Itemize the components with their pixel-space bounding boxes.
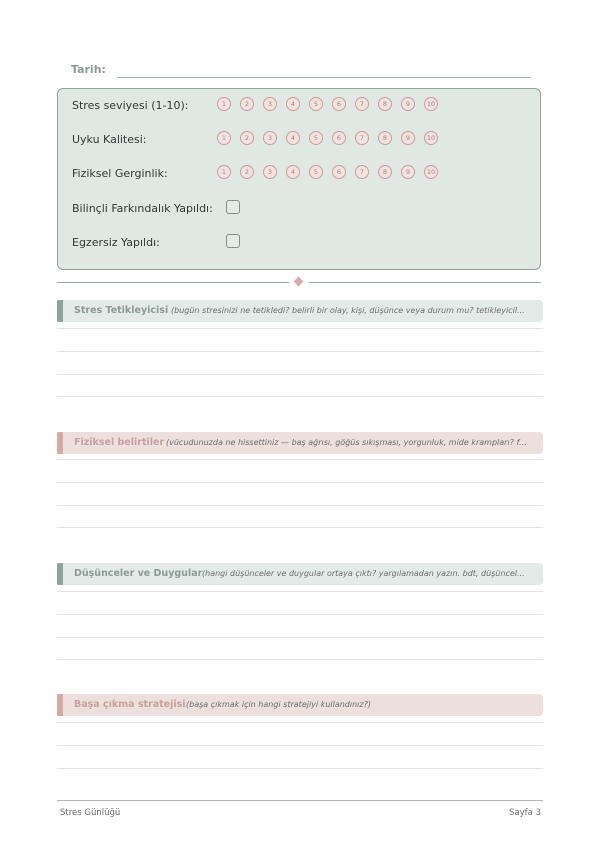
- rating-option[interactable]: 7: [355, 97, 369, 111]
- section-header: [57, 432, 543, 454]
- rating-option[interactable]: 5: [309, 131, 323, 145]
- writing-line[interactable]: [57, 614, 543, 615]
- writing-line[interactable]: [57, 328, 543, 329]
- stress-level-scale: [217, 97, 447, 111]
- rating-option[interactable]: 10: [424, 131, 438, 145]
- section-title: Fiziksel belirtiler: [74, 437, 165, 448]
- rating-option[interactable]: 4: [286, 97, 300, 111]
- writing-line[interactable]: [57, 374, 543, 375]
- rating-option[interactable]: 2: [240, 165, 254, 179]
- rating-option[interactable]: 9: [401, 97, 415, 111]
- section-title: Düşünceler ve Duygular: [74, 568, 203, 579]
- section-hint: (hangi düşünceler ve duygular ortaya çıktı? yargılamadan yazın. bdt, düşüncel...: [202, 569, 525, 578]
- writing-line[interactable]: [57, 722, 543, 723]
- writing-line[interactable]: [57, 659, 543, 660]
- physical-tension-scale: [217, 165, 447, 179]
- rating-option[interactable]: 3: [263, 131, 277, 145]
- rating-option[interactable]: 1: [217, 97, 231, 111]
- rating-option[interactable]: 8: [378, 131, 392, 145]
- divider-line: [309, 282, 541, 283]
- rating-option[interactable]: 6: [332, 97, 346, 111]
- date-row: [71, 63, 531, 79]
- mindfulness-checkbox[interactable]: [226, 200, 240, 214]
- writing-line[interactable]: [57, 768, 543, 769]
- mindfulness-label: Bilinçli Farkındalık Yapıldı:: [72, 202, 213, 215]
- rating-option[interactable]: 9: [401, 131, 415, 145]
- divider-line: [57, 282, 289, 283]
- exercise-row: [72, 234, 532, 252]
- page-number: Sayfa 3: [509, 808, 541, 818]
- rating-option[interactable]: 1: [217, 131, 231, 145]
- rating-option[interactable]: 9: [401, 165, 415, 179]
- date-label: Tarih:: [71, 63, 106, 76]
- stress-level-label: Stres seviyesi (1-10):: [72, 99, 189, 112]
- footer-title: Stres Günlüğü: [60, 808, 121, 818]
- sleep-quality-label: Uyku Kalitesi:: [72, 133, 147, 146]
- section-hint: (başa çıkmak için hangi stratejiyi kullandınız?): [186, 700, 371, 709]
- section-accent-bar: [57, 563, 63, 585]
- stress-level-row: [72, 97, 532, 115]
- rating-option[interactable]: 3: [263, 97, 277, 111]
- writing-line[interactable]: [57, 745, 543, 746]
- rating-option[interactable]: 1: [217, 165, 231, 179]
- rating-option[interactable]: 2: [240, 97, 254, 111]
- sleep-quality-scale: [217, 131, 447, 145]
- rating-option[interactable]: 5: [309, 165, 323, 179]
- date-input-line[interactable]: [117, 77, 531, 78]
- diamond-icon: [294, 277, 304, 287]
- footer-divider: [57, 800, 543, 801]
- rating-option[interactable]: 8: [378, 97, 392, 111]
- rating-option[interactable]: 7: [355, 165, 369, 179]
- rating-option[interactable]: 3: [263, 165, 277, 179]
- writing-line[interactable]: [57, 459, 543, 460]
- writing-line[interactable]: [57, 351, 543, 352]
- section-accent-bar: [57, 432, 63, 454]
- rating-option[interactable]: 6: [332, 131, 346, 145]
- physical-tension-row: [72, 165, 532, 183]
- rating-option[interactable]: 4: [286, 165, 300, 179]
- ornamental-divider: [57, 277, 541, 287]
- rating-option[interactable]: 10: [424, 165, 438, 179]
- rating-option[interactable]: 8: [378, 165, 392, 179]
- rating-option[interactable]: 7: [355, 131, 369, 145]
- writing-line[interactable]: [57, 505, 543, 506]
- section-hint: (bugün stresinizi ne tetikledi? belirli bir olay, kişi, düşünce veya durum mu? tetikleyicil...: [171, 306, 525, 315]
- writing-line[interactable]: [57, 482, 543, 483]
- physical-tension-label: Fiziksel Gerginlik:: [72, 167, 168, 180]
- exercise-label: Egzersiz Yapıldı:: [72, 236, 160, 249]
- section-header: [57, 563, 543, 585]
- writing-line[interactable]: [57, 527, 543, 528]
- writing-line[interactable]: [57, 637, 543, 638]
- sleep-quality-row: [72, 131, 532, 149]
- writing-line[interactable]: [57, 591, 543, 592]
- rating-option[interactable]: 5: [309, 97, 323, 111]
- section-title: Başa çıkma stratejisi: [74, 699, 186, 710]
- rating-option[interactable]: 2: [240, 131, 254, 145]
- section-accent-bar: [57, 300, 63, 322]
- daily-metrics-panel: [57, 88, 541, 270]
- section-hint: (vücudunuzda ne hissettiniz — baş ağrısı, göğüs sıkışması, yorgunluk, mide krampları? f...: [166, 438, 527, 447]
- mindfulness-row: [72, 200, 532, 218]
- section-header: [57, 694, 543, 716]
- rating-option[interactable]: 10: [424, 97, 438, 111]
- rating-option[interactable]: 6: [332, 165, 346, 179]
- rating-option[interactable]: 4: [286, 131, 300, 145]
- section-accent-bar: [57, 694, 63, 716]
- section-title: Stres Tetikleyicisi: [74, 305, 169, 316]
- exercise-checkbox[interactable]: [226, 234, 240, 248]
- writing-line[interactable]: [57, 396, 543, 397]
- section-header: [57, 300, 543, 322]
